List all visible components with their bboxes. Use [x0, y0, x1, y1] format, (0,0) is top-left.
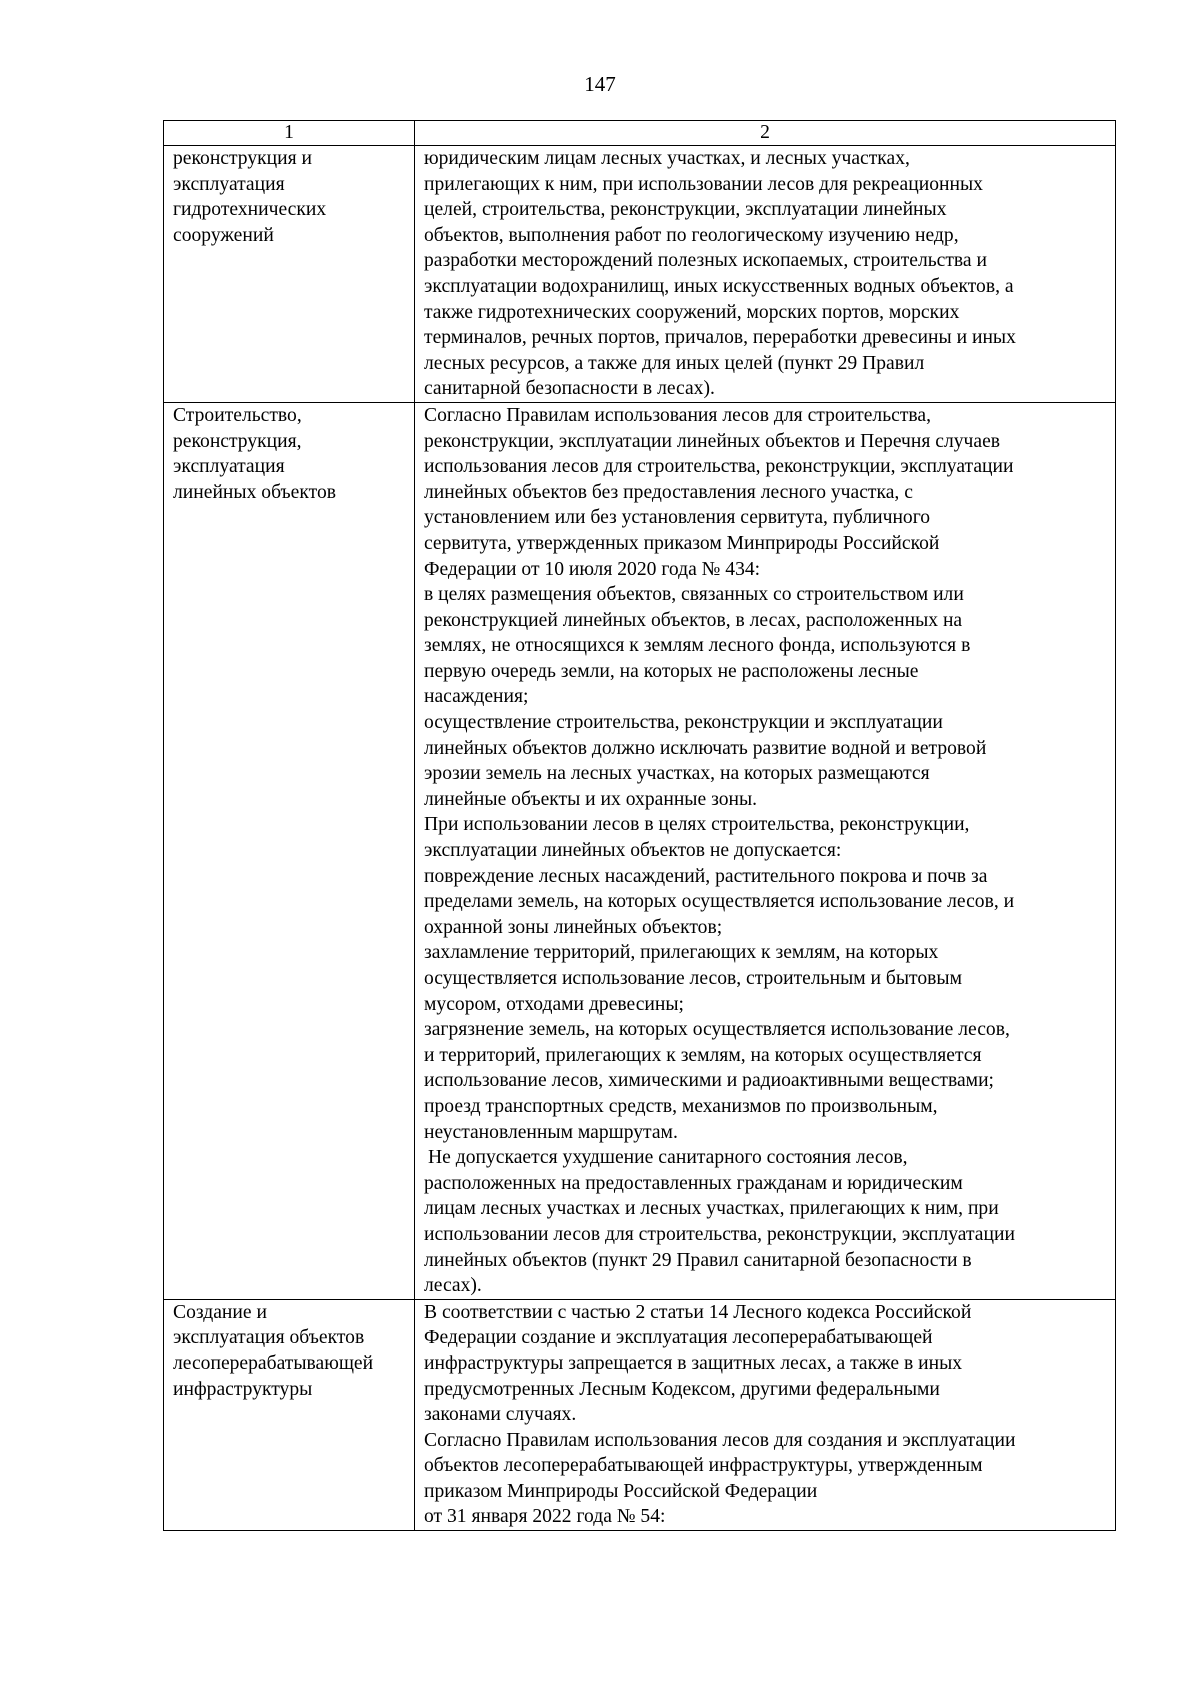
- column-header-2: 2: [415, 121, 1116, 146]
- requirement-text-line: линейных объектов без предоставления лесного участка, с: [424, 481, 913, 503]
- requirement-text-line: захламление территорий, прилегающих к землям, на которых: [424, 942, 939, 964]
- requirement-text-line: Федерации создание и эксплуатация лесоперерабатывающей: [424, 1327, 933, 1349]
- requirement-text-line: объектов, выполнения работ по геологическому изучению недр,: [424, 224, 959, 246]
- requirement-text-line: реконструкцией линейных объектов, в лесах, расположенных на: [424, 609, 963, 631]
- activity-text-line: гидротехнических: [173, 199, 327, 221]
- requirement-text-line: прилегающих к ним, при использовании лесов для рекреационных: [424, 173, 983, 195]
- requirement-text-line: установлением или без установления сервитута, публичного: [424, 507, 931, 529]
- activity-text-line: инфраструктуры: [173, 1378, 313, 1400]
- requirement-text-line: реконструкции, эксплуатации линейных объектов и Перечня случаев: [424, 430, 1001, 452]
- requirement-text-line: проезд транспортных средств, механизмов по произвольным,: [424, 1095, 938, 1117]
- requirement-text-line: линейные объекты и их охранные зоны.: [424, 788, 758, 810]
- requirement-text-line: Согласно Правилам использования лесов для создания и эксплуатации: [424, 1429, 1016, 1451]
- requirement-text-line: юридическим лицам лесных участках, и лесных участках,: [424, 148, 910, 169]
- forest-use-table: [163, 120, 1116, 1531]
- requirement-text-line: сервитута, утвержденных приказом Минприроды Российской: [424, 532, 940, 554]
- table-row: [164, 1299, 1116, 1530]
- requirement-text-line: приказом Минприроды Российской Федерации: [424, 1480, 818, 1502]
- requirement-text-line: в целях размещения объектов, связанных со строительством или: [424, 584, 964, 606]
- activity-text-line: сооружений: [173, 224, 274, 246]
- requirement-text-line: законами случаях.: [424, 1404, 577, 1426]
- requirement-text-line: использовании лесов для строительства, реконструкции, эксплуатации: [424, 1223, 1015, 1245]
- activity-text-line: лесоперерабатывающей: [173, 1352, 374, 1374]
- requirement-text-line: лицам лесных участках и лесных участках, прилегающих к ним, при: [424, 1198, 999, 1220]
- requirement-text-line: разработки месторождений полезных ископаемых, строительства и: [424, 250, 987, 272]
- requirement-text-line: объектов лесоперерабатывающей инфраструктуры, утвержденным: [424, 1455, 983, 1477]
- requirement-text-line: использования лесов для строительства, реконструкции, эксплуатации: [424, 456, 1014, 478]
- requirement-text-line: целей, строительства, реконструкции, эксплуатации линейных: [424, 199, 947, 221]
- requirement-text-line: терминалов, речных портов, причалов, переработки древесины и иных: [424, 327, 1016, 349]
- requirement-text-line: Не допускается ухудшение санитарного состояния лесов,: [428, 1147, 908, 1169]
- requirement-text-line: предусмотренных Лесным Кодексом, другими федеральными: [424, 1378, 940, 1400]
- activity-text-line: реконструкция и: [173, 148, 313, 169]
- activity-text-line: эксплуатация: [173, 456, 285, 478]
- activity-text-line: Создание и: [173, 1301, 267, 1323]
- requirement-text-line: пределами земель, на которых осуществляется использование лесов, и: [424, 891, 1015, 913]
- requirement-text-line: эксплуатации водохранилищ, иных искусственных водных объектов, а: [424, 275, 1014, 297]
- requirement-text-line: загрязнение земель, на которых осуществляется использование лесов,: [424, 1019, 1010, 1041]
- activity-cell: [164, 402, 415, 1299]
- requirement-text-line: Согласно Правилам использования лесов для строительства,: [424, 404, 931, 426]
- activity-cell: [164, 146, 415, 403]
- activity-text-line: реконструкция,: [173, 430, 302, 452]
- requirement-text-line: лесных ресурсов, а также для иных целей (пункт 29 Правил: [424, 352, 925, 374]
- requirement-text-line: линейных объектов должно исключать развитие водной и ветровой: [424, 737, 987, 759]
- requirement-text-line: осуществляется использование лесов, строительным и бытовым: [424, 968, 962, 989]
- requirement-text-line: линейных объектов (пункт 29 Правил санитарной безопасности в: [424, 1249, 972, 1271]
- table-row: [164, 402, 1116, 1299]
- requirement-text-line: санитарной безопасности в лесах).: [424, 378, 715, 400]
- requirement-text-line: землях, не относящихся к землям лесного фонда, используются в: [424, 635, 971, 657]
- requirements-cell: [415, 402, 1116, 1299]
- activity-text-line: линейных объектов: [173, 481, 336, 503]
- requirements-cell: [415, 146, 1116, 403]
- requirement-text-line: первую очередь земли, на которых не расположены лесные: [424, 660, 919, 682]
- table-row: [164, 146, 1116, 403]
- requirement-text-line: неустановленным маршрутам.: [424, 1121, 678, 1143]
- requirement-text-line: лесах).: [424, 1275, 482, 1297]
- table-header-row: [164, 121, 1116, 146]
- activity-text-line: Строительство,: [173, 404, 302, 426]
- requirement-text-line: охранной зоны линейных объектов;: [424, 916, 723, 938]
- requirement-text-line: инфраструктуры запрещается в защитных лесах, а также в иных: [424, 1352, 963, 1374]
- requirement-text-line: повреждение лесных насаждений, растительного покрова и почв за: [424, 865, 988, 887]
- requirement-text-line: мусором, отходами древесины;: [424, 993, 684, 1015]
- requirements-cell: [415, 1299, 1116, 1530]
- activity-text-line: эксплуатация объектов: [173, 1327, 365, 1349]
- requirement-text-line: от 31 января 2022 года № 54:: [424, 1506, 666, 1528]
- page-number: 147: [584, 72, 616, 96]
- requirement-text-line: осуществление строительства, реконструкции и эксплуатации: [424, 712, 943, 734]
- requirement-text-line: и территорий, прилегающих к землям, на которых осуществляется: [424, 1044, 982, 1066]
- requirement-text-line: использование лесов, химическими и радиоактивными веществами;: [424, 1070, 994, 1092]
- requirement-text-line: эксплуатации линейных объектов не допускается:: [424, 840, 842, 862]
- requirement-text-line: насаждения;: [424, 686, 529, 708]
- requirement-text-line: Федерации от 10 июля 2020 года № 434:: [424, 558, 761, 580]
- requirement-text-line: также гидротехнических сооружений, морских портов, морских: [424, 301, 960, 323]
- requirement-text-line: расположенных на предоставленных гражданам и юридическим: [424, 1172, 963, 1194]
- requirement-text-line: эрозии земель на лесных участках, на которых размещаются: [424, 763, 930, 785]
- column-header-1: 1: [164, 121, 415, 146]
- activity-cell: [164, 1299, 415, 1530]
- activity-text-line: эксплуатация: [173, 173, 285, 195]
- requirement-text-line: В соответствии с частью 2 статьи 14 Лесного кодекса Российской: [424, 1301, 972, 1323]
- requirement-text-line: При использовании лесов в целях строительства, реконструкции,: [424, 814, 970, 836]
